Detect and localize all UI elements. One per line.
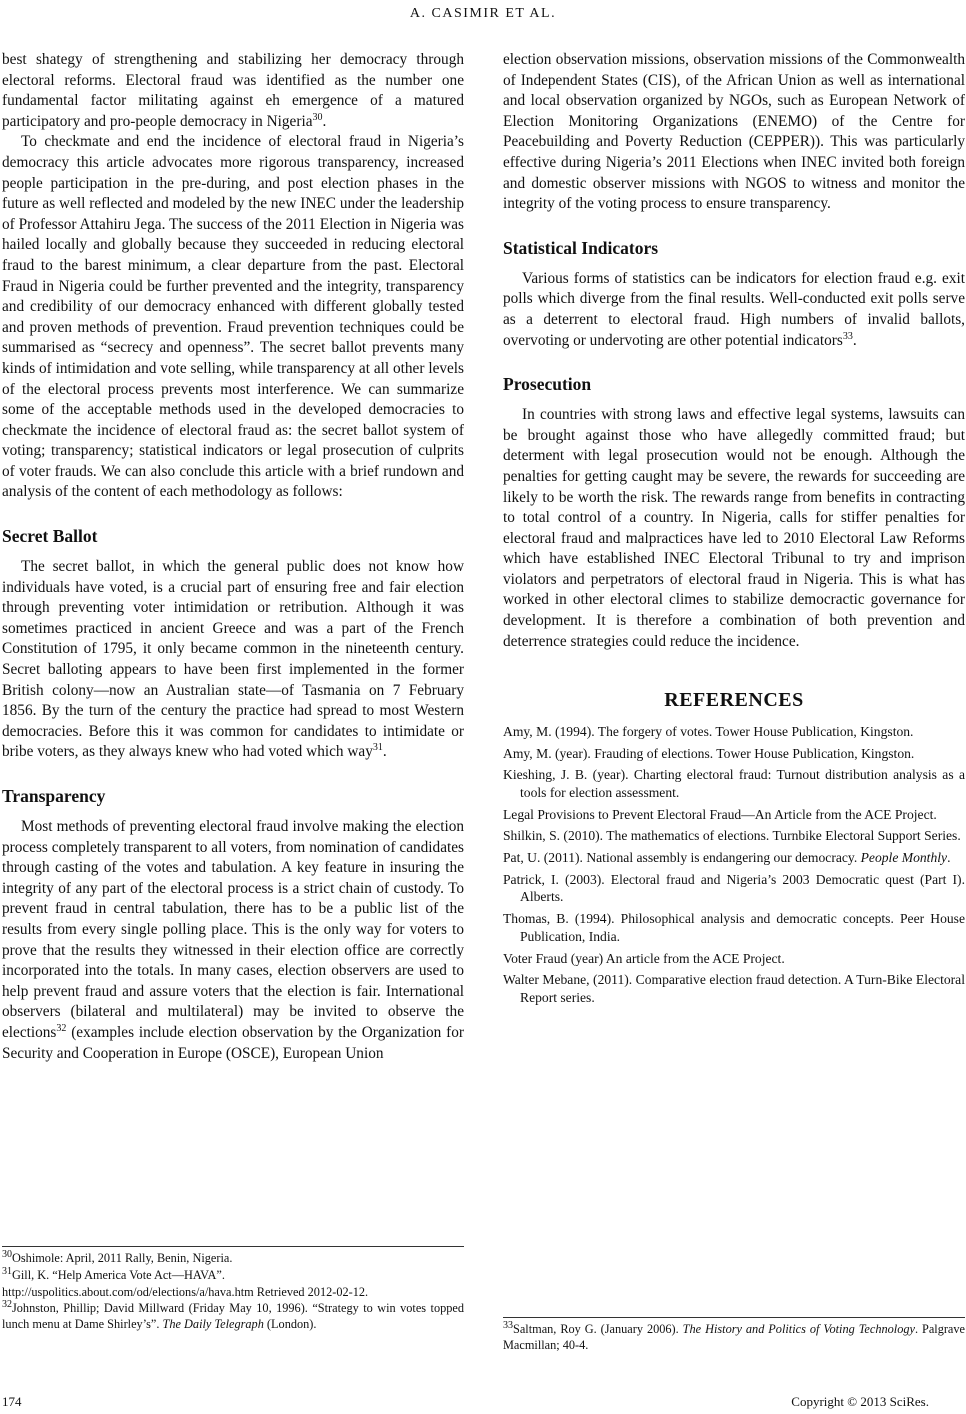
page-number: 174 <box>2 1394 22 1409</box>
footnote-32: $^{32}$Johnston, Phillip; David Millward (Friday May 10, 1996). “Strategy to win votes topped lunch menu at Dame Shirley’s”. The Daily Telegraph (London). <box>2 1299 464 1332</box>
statistical-indicators-paragraph: Various forms of statistics can be indicators for election fraud e.g. exit polls which diverge from the final results. Well-conducted exit polls serve as a deterrent to electoral fraud. High numbers of invalid ballots, overvoting or undervoting are other potential indicators$^{33}$. <box>503 269 965 349</box>
running-head: A. CASIMIR ET AL. <box>409 6 557 21</box>
reference-item: Thomas, B. (1994). Philosophical analysis and democratic concepts. Peer House Publication, India. <box>503 911 965 944</box>
footnote-31-url[interactable]: http://uspolitics.about.com/od/elections/a/hava.htm Retrieved 2012-02-12. <box>2 1284 369 1299</box>
reference-item: Pat, U. (2011). National assembly is endangering our democracy. People Monthly. <box>503 850 951 866</box>
reference-item: Voter Fraud (year) An article from the ACE Project. <box>503 950 785 966</box>
right-column <box>503 50 965 1011</box>
reference-item: Walter Mebane, (2011). Comparative election fraud detection. A Turn-Bike Electoral Report series. <box>503 972 965 1005</box>
copyright-notice: Copyright © 2013 SciRes. <box>791 1394 929 1409</box>
transparency-paragraph-continued: election observation missions, observation missions of the Commonwealth of Independent States (CIS), of the African Union as well as international and local observation organized by NGOs, such as European Network of Election Monitoring Organizations (ENEMO) of the Centre for Peacebuilding and Poverty Reduction (CEPPER)). This was particularly effective during Nigeria’s 2011 Elections when INEC invited both foreign and domestic observer missions with NGOS to witness and monitor the integrity of the voting process to ensure transparency. <box>503 51 965 213</box>
prosecution-paragraph: In countries with strong laws and effective legal systems, lawsuits can be brought against those who have allegedly committed fraud; but determent with legal prosecution would not be enough. Although the penalties for getting caught may be severe, the rewards for succeeding are likely to be worth the risk. The rewards range from benefits in contracting to total control of a country. In Nigeria, calls for stiffer penalties for electoral fraud and malpractices have led to 2010 Electoral Law Reforms which have established INEC Electoral Tribunal to try and imprison violators and perpetrators of electoral fraud in Nigeria. This is what has worked in other electoral climes to stabilize democractic governance for development. It is therefore a combination of both prevention and deterrence strategies could reduce the incidence. <box>503 406 965 650</box>
footnote-31: $^{31}$Gill, K. “Help America Vote Act—HAVA”. <box>2 1265 225 1282</box>
reference-item: Amy, M. (1994). The forgery of votes. Tower House Publication, Kingston. <box>503 723 914 739</box>
reference-item: Amy, M. (year). Frauding of elections. Tower House Publication, Kingston. <box>503 745 915 761</box>
methods-paragraph: To checkmate and end the incidence of electoral fraud in Nigeria’s democracy this article advocates more rigorous transparency, increased people participation in the pre-during, and post election phases in the future as well reflected and modeled by the new INEC under the leadership of Professor Attahiru Jega. The success of the 2011 Election in Nigeria was hailed locally and globally because they succeeded in reducing electoral fraud to the barest minimum, a clear departure from the past. Electoral Fraud in Nigeria could be further prevented and the integrity, transparency and credibility of our democracy enhanced with different globally tested and proven methods of prevention. Fraud prevention techniques could be summarised as “secrecy and openness”. The secret ballot prevents many kinds of intimidation and vote selling, while transparency at all other levels of the electoral process prevents most interference. We can summarize some of the acceptable methods used in the developed democracies to checkmate the incidence of electoral fraud as: the secret ballot system of voting; transparency; statistical indicators or legal prosecution of culprits of voter frauds. We can also conclude this article with a brief rundown and analysis of the content of each methodology as follows: <box>2 133 464 501</box>
reference-item: Kieshing, J. B. (year). Charting electoral fraud: Turnout distribution analysis as a tools for election assessment. <box>503 767 965 800</box>
section-heading-transparency: Transparency <box>2 786 106 806</box>
secret-ballot-paragraph: The secret ballot, in which the general public does not know how individuals have voted, is a crucial part of ensuring free and fair election through preventing voter intimidation or retribution. Although it was sometimes practiced in ancient Greece and was a part of the French Constitution of 1795, it only became common in the nineteenth century. Secret balloting appears to have been first implemented in the former British colony—now an Australian state—of Tasmania on 7 February 1856. By the turn of the century the practice had spread to most Western democracies. Before this it was common for candidates to intimidate or bribe voters, as they always knew who had voted which way$^{31}$. <box>2 558 464 761</box>
intro-paragraph-continued: best shategy of strengthening and stabilizing her democracy through electoral reforms. Electoral fraud was identified as the number one fundamental factor militating against eh emergence of a matured participatory and pro-people democracy in Nigeria$^{30}$. <box>2 51 464 130</box>
footnotes-left <box>2 1246 464 1334</box>
footnote-ref-32[interactable]: 32 <box>56 1022 67 1034</box>
section-heading-secret-ballot: Secret Ballot <box>2 526 98 547</box>
footnote-ref-31[interactable]: 31 <box>372 742 383 754</box>
reference-item: Shilkin, S. (2010). The mathematics of elections. Turnbike Electoral Support Series. <box>503 828 961 844</box>
footnote-33: $^{33}$Saltman, Roy G. (January 2006). The History and Politics of Voting Technology. Palgrave Macmillan; 40-4. <box>503 1319 965 1352</box>
footnote-ref-33[interactable]: 33 <box>842 330 853 342</box>
reference-item: Patrick, I. (2003). Electoral fraud and Nigeria’s 2003 Democratic quest (Part I). Alberts. <box>503 871 965 905</box>
footnote-30: $^{30}$Oshimole: April, 2011 Rally, Benin, Nigeria. <box>2 1248 233 1265</box>
transparency-paragraph: Most methods of preventing electoral fraud involve making the election process completely transparent to all voters, from nomination of candidates through casting of the votes and tabulation. A key feature in insuring the integrity of any part of the electoral process is a strict chain of custody. To prevent fraud in central tabulation, there has to be a public list of the results from every single polling place. This is the only way for voters to prove that the results they witnessed in their election office are correctly incorporated into the totals. In many cases, election observers are used to help prevent fraud and assure voters that the election is fair. International observers (bilateral and multilateral) may be invited to observe the elections$^{32}$ (examples include election observation by the Organization for Security and Cooperation in Europe (OSCE), European Union <box>2 818 464 1062</box>
section-heading-statistical-indicators: Statistical Indicators <box>503 237 659 258</box>
section-heading-prosecution: Prosecution <box>503 374 592 395</box>
left-column <box>2 50 464 1064</box>
footnotes-right <box>503 1317 965 1355</box>
references-heading: REFERENCES <box>664 689 804 712</box>
footnote-ref-30[interactable]: 30 <box>312 111 323 123</box>
reference-item: Legal Provisions to Prevent Electoral Fraud—An Article from the ACE Project. <box>503 806 937 822</box>
